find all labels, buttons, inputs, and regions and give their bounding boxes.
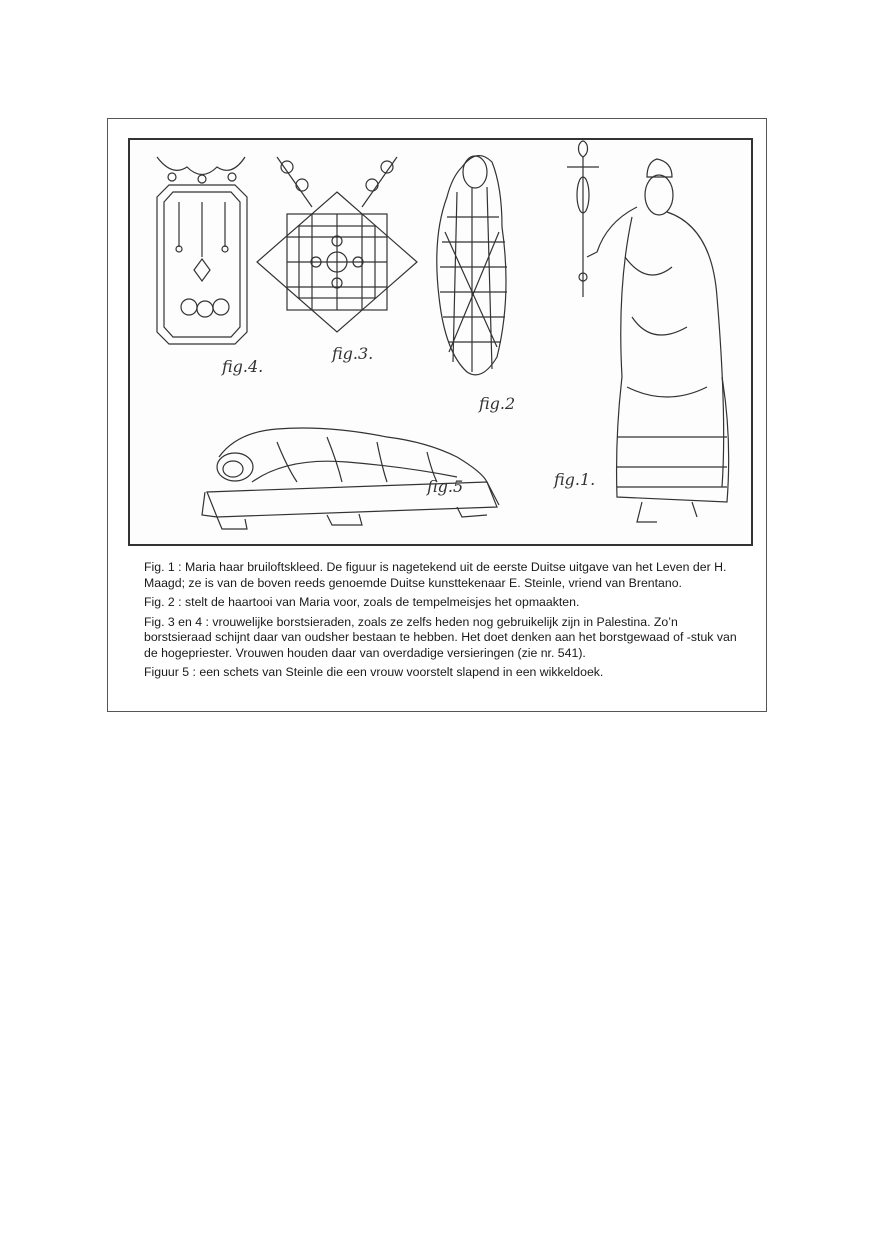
engraving-plate — [127, 137, 754, 547]
fig1-label: fig.1. — [554, 470, 596, 489]
caption-fig5: Figuur 5 : een schets van Steinle die een vrouw voorstelt slapend in een wikkeldoek. — [144, 665, 604, 679]
caption-text — [144, 560, 744, 685]
caption-fig1: Fig. 1 : Maria haar bruiloftskleed. De figuur is nagetekend uit de eerste Duitse uitgave van het Leven der H. Maagd; ze is van de boven reeds genoemde Duitse kunsttekenaar E. Steinle, vriend van Brentano. — [144, 560, 727, 590]
document-frame — [107, 118, 767, 712]
fig4-label: fig.4. — [222, 357, 264, 376]
fig3-label: fig.3. — [332, 344, 374, 363]
caption-fig3-4: Fig. 3 en 4 : vrouwelijke borstsieraden, zoals ze zelfs heden nog gebruikelijk zijn in Palestina. Zo’n borstsieraad schijnt daar van oudsher bestaan te hebben. Het doet denken aan het borstgewaad of -stuk van de hogepriester. Vrouwen houden daar van overdadige versieringen (zie nr. 541). — [144, 614, 737, 660]
caption-fig2: Fig. 2 : stelt de haartooi van Maria voor, zoals de tempelmeisjes het opmaakten. — [144, 595, 580, 609]
engraving-illustration — [127, 137, 754, 547]
fig2-label: fig.2 — [479, 394, 516, 413]
fig5-label: fig.5 — [427, 477, 464, 496]
